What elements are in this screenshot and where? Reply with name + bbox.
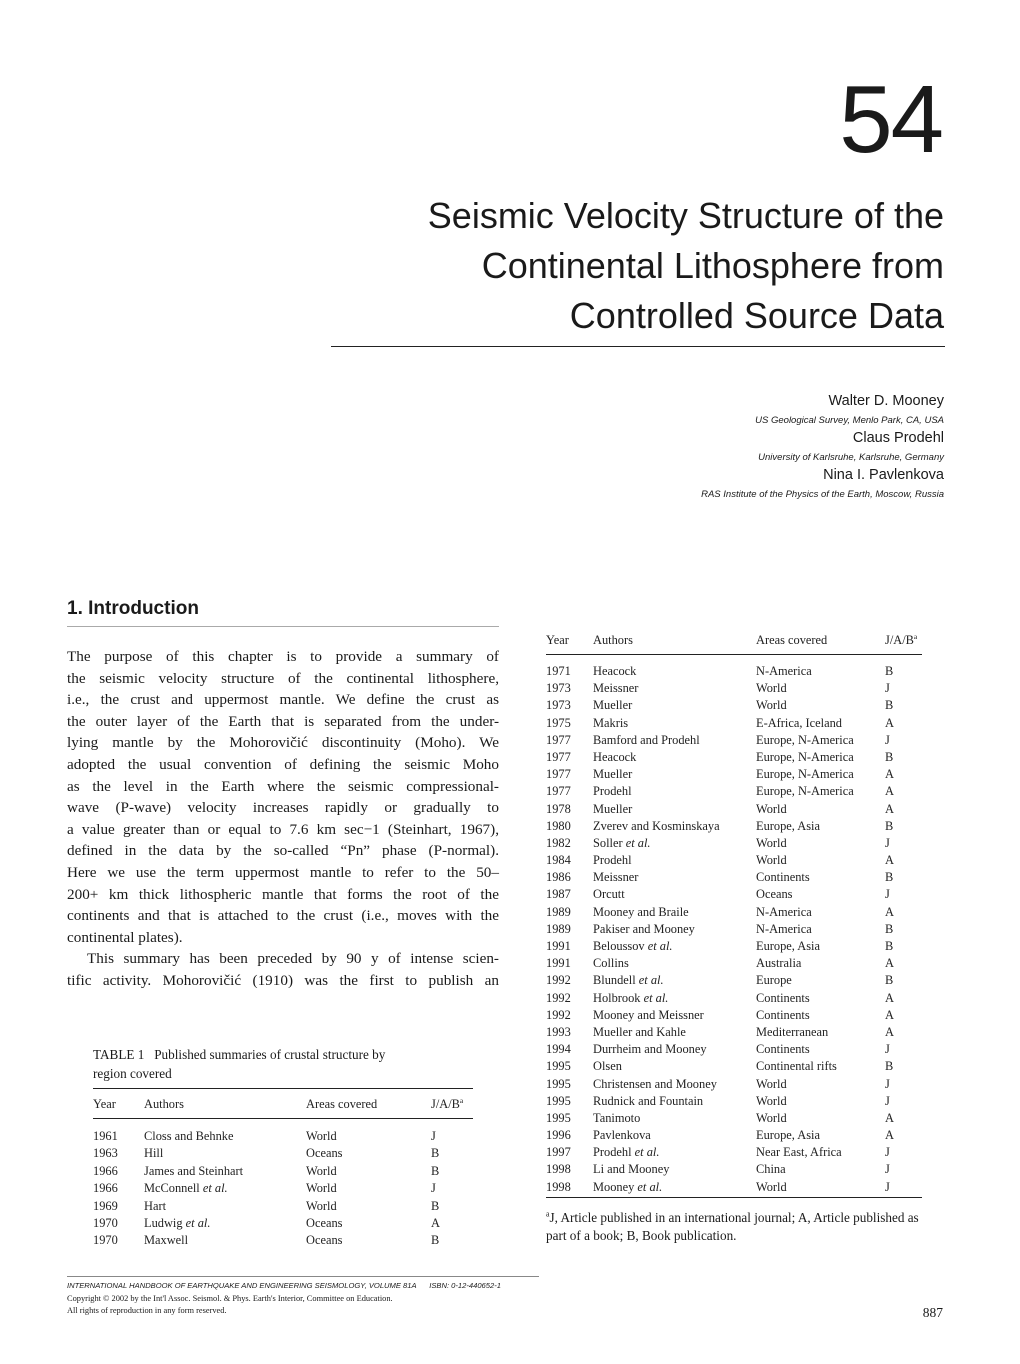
paragraph-1-line: continental plates). [67, 928, 183, 946]
cell-areas: Europe, N-America [756, 784, 854, 799]
paragraph-1-line: wave (P-wave) velocity increases rapidly or gradually to [67, 799, 499, 817]
cell-year: 1970 [93, 1233, 118, 1248]
table-row [546, 939, 922, 956]
cell-jab: A [885, 1128, 894, 1143]
et-al-text: et al. [637, 1179, 663, 1194]
table-row [546, 681, 922, 698]
table-2 [546, 633, 922, 1198]
cell-areas: Europe, Asia [756, 1128, 821, 1143]
cell-authors [593, 973, 756, 990]
cell-jab: A [885, 1007, 894, 1022]
cell-year: 1970 [93, 1215, 118, 1230]
author-text: McConnell [144, 1181, 203, 1196]
table-row [546, 750, 922, 767]
cell-areas: World [756, 1179, 787, 1194]
cell-jab: A [885, 853, 894, 868]
et-al-text: et al. [634, 1145, 660, 1160]
table-row [546, 716, 922, 733]
cell-authors: Orcutt [593, 887, 625, 902]
table-row [546, 991, 922, 1008]
table-1-header-authors: Authors [144, 1097, 184, 1111]
table-row [93, 1233, 473, 1250]
cell-authors: Heacock [593, 749, 637, 764]
chapter-title-line-1: Seismic Velocity Structure of the [427, 195, 944, 236]
cell-areas: World [306, 1129, 337, 1143]
cell-jab: B [885, 818, 894, 833]
table-row [546, 836, 922, 853]
author-text: Holbrook [593, 990, 644, 1005]
cell-areas: China [756, 1162, 786, 1177]
table-row [546, 1180, 922, 1198]
author-name-2: Claus Prodehl [852, 430, 944, 446]
cell-jab: J [885, 835, 890, 850]
cell-year: 1982 [546, 835, 571, 850]
cell-jab: A [885, 1024, 894, 1039]
cell-year: 1995 [546, 1110, 571, 1125]
cell-year: 1966 [93, 1181, 118, 1196]
author-name-3: Nina I. Pavlenkova [823, 467, 944, 483]
cell-areas: N-America [756, 904, 812, 919]
table-row [546, 905, 922, 922]
cell-authors [593, 991, 756, 1008]
paragraph-1-line: the seismic velocity structure of the continental lithosphere, [67, 669, 499, 687]
cell-authors [593, 836, 756, 853]
table-2-header-jab: $J/A/B^a$ [885, 631, 918, 647]
cell-authors: James and Steinhart [144, 1163, 244, 1178]
table-2-grid [546, 633, 922, 1198]
cell-areas: Europe, Asia [756, 939, 821, 953]
cell-year: 1995 [546, 1076, 571, 1091]
author-text: Blundell [593, 973, 639, 988]
cell-jab: J [885, 681, 890, 696]
cell-jab: B [885, 664, 894, 678]
table-1-caption-text-2: region covered [93, 1066, 172, 1081]
cell-year: 1992 [546, 973, 571, 988]
cell-year: 1992 [546, 1007, 571, 1022]
cell-areas: World [756, 835, 787, 850]
cell-year: 1980 [546, 818, 571, 833]
cell-jab: J [885, 887, 890, 902]
cell-authors: Hart [144, 1198, 167, 1213]
cell-areas: World [306, 1181, 337, 1196]
cell-areas: Europe, Asia [756, 818, 821, 833]
author-name-1: Walter D. Mooney [828, 393, 944, 409]
table-row [546, 1145, 922, 1162]
footnote-mark: a [546, 1209, 550, 1219]
table-row [546, 956, 922, 973]
cell-authors: Mooney and Meissner [593, 1007, 704, 1022]
cell-year: 1978 [546, 801, 571, 816]
cell-jab: J [885, 732, 890, 747]
table-row [546, 1042, 922, 1059]
et-al-text: et al. [202, 1181, 228, 1196]
cell-authors [593, 1180, 756, 1198]
cell-areas: World [306, 1163, 337, 1178]
cell-areas: Europe [756, 973, 792, 988]
cell-year: 1994 [546, 1042, 571, 1057]
cell-jab: B [885, 939, 894, 953]
cell-year: 1977 [546, 784, 571, 799]
table-row [546, 1077, 922, 1094]
paragraph-1-line: i.e., the crust and uppermost mantle. We define the crust as [67, 691, 499, 709]
cell-year: 1992 [546, 990, 571, 1005]
cell-authors: Maxwell [144, 1233, 189, 1248]
table-row [546, 1111, 922, 1128]
cell-areas: World [756, 1110, 787, 1125]
section-divider [67, 626, 499, 627]
cell-jab: J [885, 1042, 890, 1057]
cell-authors: Mueller [593, 698, 633, 713]
cell-year: 1975 [546, 715, 571, 730]
cell-year: 1984 [546, 853, 571, 868]
cell-areas: N-America [756, 664, 812, 678]
author-affiliation-3: RAS Institute of the Physics of the Earth, Moscow, Russia [701, 489, 944, 500]
cell-areas: World [756, 681, 787, 696]
table-row [546, 733, 922, 750]
paragraph-1-line: The purpose of this chapter is to provide a summary of [67, 648, 499, 665]
author-affiliation-1: US Geological Survey, Menlo Park, CA, USA [755, 415, 944, 426]
cell-year: 1986 [546, 870, 571, 885]
et-al-text: et al. [643, 990, 669, 1005]
author-text: Prodehl [593, 1145, 635, 1160]
cell-areas: Continents [756, 1042, 810, 1057]
cell-areas: Oceans [306, 1233, 343, 1248]
cell-jab: J [431, 1181, 436, 1196]
cell-year: 1971 [546, 664, 571, 678]
cell-authors: Mueller [593, 801, 633, 816]
cell-areas: Europe, N-America [756, 732, 854, 747]
cell-areas: World [756, 1076, 787, 1091]
cell-year: 1969 [93, 1198, 118, 1213]
cell-areas: Continents [756, 990, 810, 1005]
cell-authors: Hill [144, 1146, 164, 1161]
cell-authors: Meissner [593, 870, 639, 885]
table-row [93, 1119, 473, 1147]
et-al-text: et al. [647, 939, 673, 953]
cell-year: 1989 [546, 921, 571, 936]
cell-authors [593, 939, 756, 956]
cell-authors [144, 1216, 306, 1233]
cell-jab: J [885, 1093, 890, 1108]
table-row [546, 698, 922, 715]
table-row [546, 767, 922, 784]
cell-jab: A [885, 784, 894, 799]
table-row [546, 802, 922, 819]
cell-year: 1993 [546, 1024, 571, 1039]
paragraph-1-line: as the level in the Earth where the seismic compressional- [67, 777, 499, 795]
cell-authors: Prodehl [593, 784, 632, 799]
paragraph-2-line: tific activity. Mohorovičić (1910) was the first to publish an [67, 972, 499, 989]
cell-authors: Rudnick and Fountain [593, 1093, 704, 1108]
cell-year: 1977 [546, 767, 571, 782]
cell-authors: Heacock [593, 664, 637, 678]
cell-jab: B [431, 1233, 440, 1248]
cell-areas: World [756, 698, 787, 713]
cell-authors: Pakiser and Mooney [593, 921, 695, 936]
cell-authors: Olsen [593, 1059, 622, 1074]
cell-authors: Makris [593, 715, 629, 730]
cell-jab: B [885, 973, 894, 988]
table-2-header-authors: Authors [593, 633, 633, 647]
table-row [546, 853, 922, 870]
cell-jab: A [885, 801, 894, 816]
cell-jab: A [885, 956, 894, 971]
cell-authors: Mooney and Braile [593, 904, 689, 919]
footer-handbook-title: INTERNATIONAL HANDBOOK OF EARTHQUAKE AND ENGINEERING SEISMOLOGY, VOLUME 81A [67, 1281, 417, 1290]
table-row [93, 1164, 473, 1181]
table-2-header-row [546, 633, 922, 655]
table-row [546, 655, 922, 682]
author-text: Beloussov [593, 939, 648, 953]
cell-jab: A [885, 767, 894, 782]
table-1-caption [93, 1045, 473, 1083]
table-1-header-jab: $J/A/B^a$ [431, 1095, 464, 1111]
cell-authors [593, 1145, 756, 1162]
cell-year: 1966 [93, 1163, 118, 1178]
cell-areas: Oceans [756, 887, 793, 902]
cell-authors: Closs and Behnke [144, 1129, 234, 1143]
cell-authors: Bamford and Prodehl [593, 732, 700, 747]
table-row [93, 1146, 473, 1163]
cell-year: 1973 [546, 698, 571, 713]
cell-jab: J [885, 1179, 890, 1194]
footer-citation [67, 1281, 501, 1290]
cell-areas: Continents [756, 1007, 810, 1022]
cell-year: 1977 [546, 749, 571, 764]
paragraph-1-line: a value greater than or equal to 7.6 km sec−1 (Steinhart, 1967), [67, 820, 499, 838]
cell-year: 1991 [546, 939, 571, 953]
table-row [546, 870, 922, 887]
paragraph-2-line: This summary has been preceded by 90 y of intense scien- [87, 950, 499, 968]
cell-jab: A [885, 1110, 894, 1125]
table-row [93, 1181, 473, 1198]
table-row [93, 1199, 473, 1216]
cell-year: 1998 [546, 1179, 571, 1194]
table-1-header-row [93, 1097, 473, 1119]
cell-jab: B [431, 1198, 440, 1213]
cell-areas: Continental rifts [756, 1059, 837, 1074]
et-al-text: et al. [625, 835, 651, 850]
table-1-header-year: Year [93, 1097, 116, 1111]
cell-authors: Mueller and Kahle [593, 1024, 686, 1039]
cell-authors: Durrheim and Mooney [593, 1042, 707, 1057]
cell-jab: B [885, 870, 894, 885]
table-row [546, 1059, 922, 1076]
cell-year: 1977 [546, 732, 571, 747]
table-2-header-areas: Areas covered [756, 633, 828, 647]
cell-year: 1961 [93, 1129, 118, 1143]
cell-year: 1997 [546, 1145, 571, 1160]
cell-year: 1987 [546, 887, 571, 902]
cell-jab: B [885, 749, 894, 764]
table-row [546, 1128, 922, 1145]
cell-areas: World [756, 853, 787, 868]
footer-divider [67, 1276, 539, 1277]
cell-jab: J [885, 1162, 890, 1177]
et-al-text: et al. [185, 1215, 211, 1230]
footer-rights: All rights of reproduction in any form reserved. [67, 1306, 227, 1315]
cell-jab: B [885, 698, 894, 713]
author-text: Soller [593, 835, 626, 850]
cell-jab: A [431, 1215, 440, 1230]
cell-areas: Australia [756, 956, 802, 971]
table-1-grid [93, 1097, 473, 1251]
cell-jab: A [885, 904, 894, 919]
cell-authors: Zverev and Kosminskaya [593, 818, 720, 833]
et-al-text: et al. [638, 973, 664, 988]
cell-jab: A [885, 715, 894, 730]
paragraph-1-line: 200+ km thick lithospheric mantle that forms the root of the [67, 885, 499, 903]
table-footnote [546, 1209, 922, 1245]
cell-areas: World [306, 1198, 337, 1213]
cell-year: 1996 [546, 1128, 571, 1143]
cell-authors: Mueller [593, 767, 633, 782]
cell-authors: Collins [593, 956, 629, 971]
cell-areas: Continents [756, 870, 810, 885]
table-row [546, 1025, 922, 1042]
table-row [93, 1216, 473, 1233]
cell-jab: B [885, 921, 894, 936]
cell-areas: Oceans [306, 1215, 343, 1230]
cell-year: 1963 [93, 1146, 118, 1161]
cell-areas: World [756, 801, 787, 816]
cell-authors: Christensen and Mooney [593, 1076, 717, 1091]
author-text: Mooney [593, 1179, 638, 1194]
footnote-text: J, Article published in an international journal; A, Article published as part of a book; B, Book publication. [546, 1210, 919, 1243]
cell-areas: Near East, Africa [756, 1145, 842, 1160]
cell-areas: World [756, 1093, 787, 1108]
footer-isbn: ISBN: 0-12-440652-1 [429, 1281, 501, 1290]
cell-jab: B [885, 1059, 894, 1074]
cell-jab: J [431, 1129, 436, 1143]
cell-areas: Europe, N-America [756, 767, 854, 782]
cell-authors: Pavlenkova [593, 1128, 651, 1143]
table-row [546, 1094, 922, 1111]
cell-areas: E-Africa, Iceland [756, 715, 842, 730]
table-2-header-year: Year [546, 633, 569, 647]
page-number: 887 [922, 1305, 943, 1320]
cell-authors: Tanimoto [593, 1110, 641, 1125]
cell-jab: A [885, 990, 894, 1005]
table-row [546, 973, 922, 990]
chapter-number: 54 [839, 66, 942, 173]
cell-authors: Prodehl [593, 853, 632, 868]
table-row [546, 1008, 922, 1025]
table-1-caption-text: Published summaries of crustal structure by [154, 1047, 386, 1062]
table-1 [93, 1045, 473, 1251]
cell-year: 1991 [546, 956, 571, 971]
table-1-label: TABLE 1 [93, 1047, 145, 1062]
cell-jab: B [431, 1146, 440, 1161]
paragraph-1-line: the outer layer of the Earth that is separated from the under- [67, 712, 499, 730]
table-row [546, 1162, 922, 1179]
author-text: Ludwig [144, 1215, 186, 1230]
cell-jab: J [885, 1145, 890, 1160]
paragraph-1-line: adopted the usual convention of defining the seismic Moho [67, 756, 499, 773]
table-row [546, 887, 922, 904]
chapter-title-line-3: Controlled Source Data [569, 295, 944, 336]
cell-areas: Mediterranean [756, 1024, 829, 1039]
cell-year: 1989 [546, 904, 571, 919]
cell-year: 1995 [546, 1059, 571, 1074]
cell-year: 1973 [546, 681, 571, 696]
table-row [546, 784, 922, 801]
cell-authors: Meissner [593, 681, 639, 696]
cell-areas: N-America [756, 921, 812, 936]
cell-authors: Li and Mooney [593, 1162, 670, 1177]
cell-year: 1995 [546, 1093, 571, 1108]
table-1-header-areas: Areas covered [306, 1097, 378, 1111]
cell-authors [144, 1181, 306, 1198]
footer-copyright: Copyright © 2002 by the Int'l Assoc. Seismol. & Phys. Earth's Interior, Committee on Education. [67, 1294, 393, 1303]
cell-areas: Europe, N-America [756, 749, 854, 764]
cell-jab: J [885, 1076, 890, 1091]
cell-jab: B [431, 1163, 440, 1178]
table-1-top-rule [93, 1088, 473, 1089]
paragraph-1-line: continents and that is attached to the crust (i.e., moves with the [67, 907, 499, 925]
table-row [546, 819, 922, 836]
paragraph-1-line: defined in the data by the so-called “Pn” phase (P-normal). [67, 842, 499, 860]
cell-areas: Oceans [306, 1146, 343, 1161]
paragraph-1-line: Here we use the term uppermost mantle to refer to the 50– [67, 864, 499, 881]
chapter-title-line-2: Continental Lithosphere from [481, 245, 944, 286]
section-heading: 1. Introduction [67, 598, 199, 619]
paragraph-1-line: lying mantle by the Mohorovičić discontinuity (Moho). We [67, 734, 499, 752]
table-row [546, 922, 922, 939]
title-divider [331, 346, 945, 347]
cell-year: 1998 [546, 1162, 571, 1177]
author-affiliation-2: University of Karlsruhe, Karlsruhe, Germany [758, 452, 944, 463]
